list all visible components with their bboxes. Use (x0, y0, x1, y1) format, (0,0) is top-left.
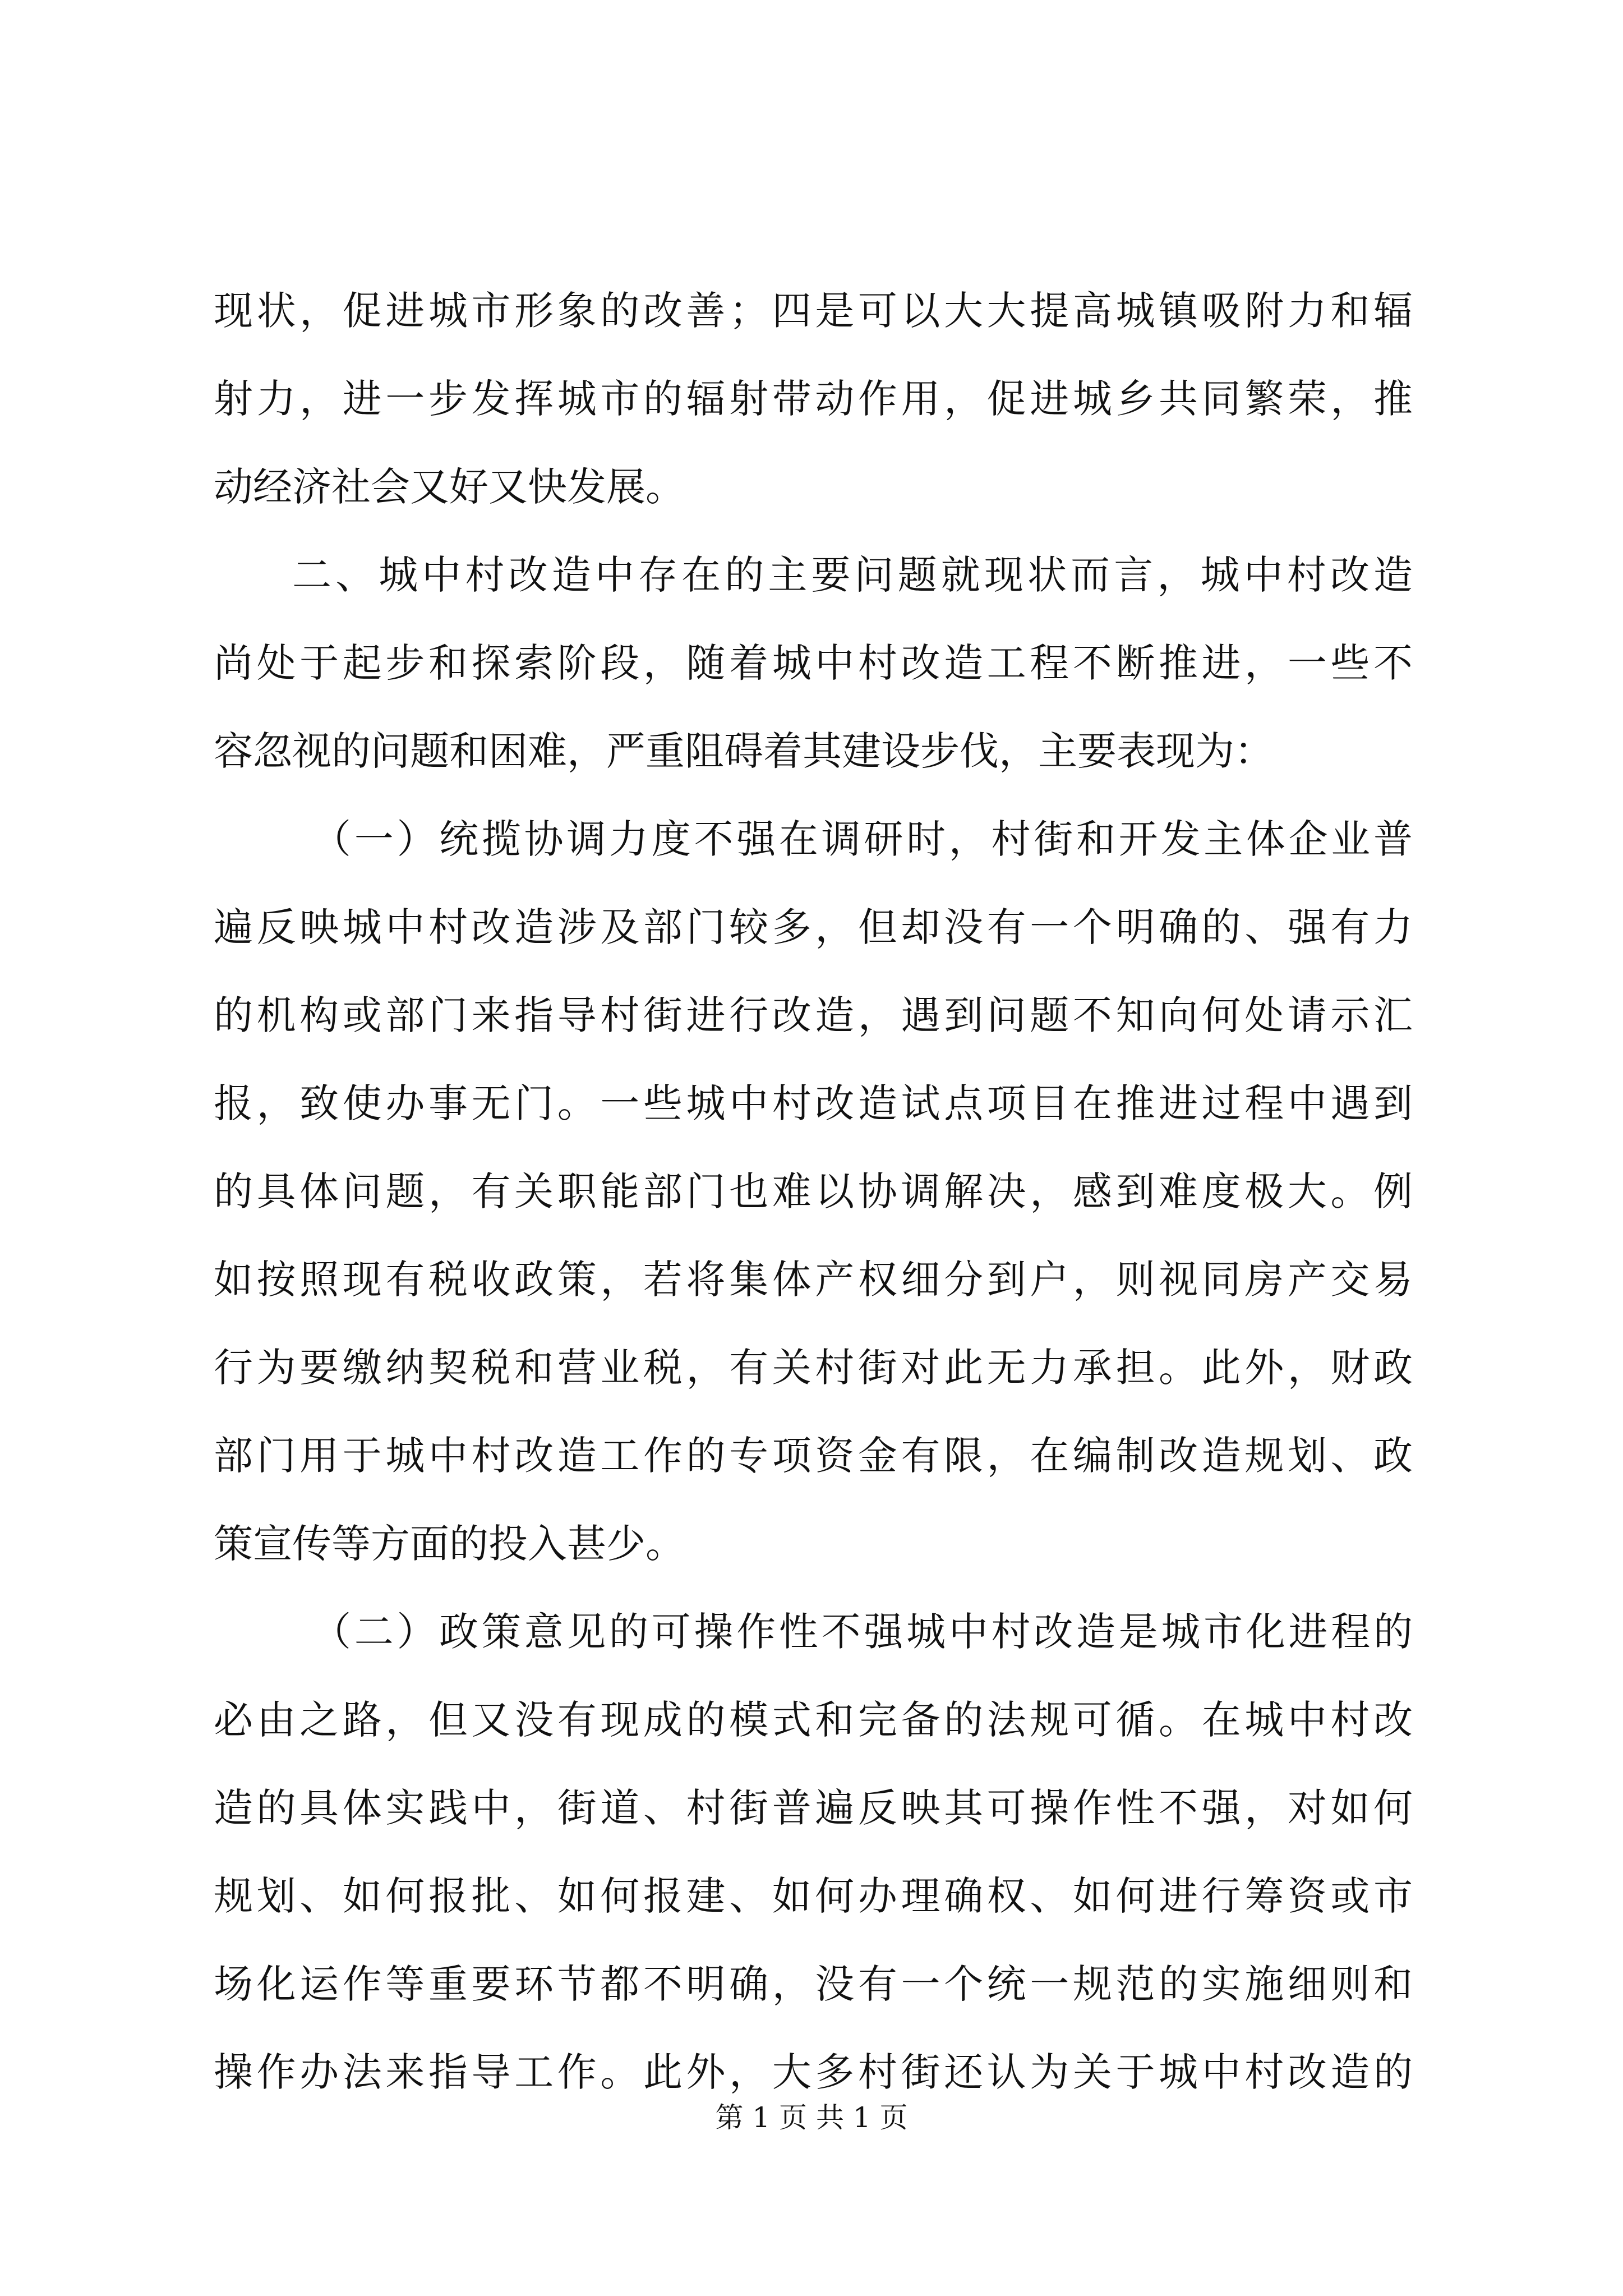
text-line: 场化运作等重要环节都不明确，没有一个统一规范的实施细则和 (214, 1961, 1413, 2007)
text-line: 规划、如何报批、如何报建、如何办理确权、如何进行筹资或市 (214, 1873, 1413, 1919)
text-line: 报，致使办事无门。一些城中村改造试点项目在推进过程中遇到 (214, 1080, 1413, 1126)
text-line: 造的具体实践中，街道、村街普遍反映其可操作性不强，对如何 (214, 1785, 1413, 1831)
paragraph (214, 531, 1413, 795)
text-line: 二、城中村改造中存在的主要问题就现状而言，城中村改造 (292, 552, 1413, 598)
text-line: 容忽视的问题和困难，严重阻碍着其建设步伐，主要表现为： (214, 728, 1274, 774)
page-number-label: 第 1 页 共 1 页 (715, 2101, 908, 2134)
text-line: 现状，促进城市形象的改善；四是可以大大提高城镇吸附力和辐 (214, 288, 1413, 334)
text-line: 必由之路，但又没有现成的模式和完备的法规可循。在城中村改 (214, 1697, 1413, 1743)
page-footer (0, 2101, 1623, 2134)
document-body (214, 267, 1413, 2116)
text-line: 动经济社会又好又快发展。 (214, 464, 685, 510)
text-line: 行为要缴纳契税和营业税，有关村街对此无力承担。此外，财政 (214, 1345, 1413, 1391)
text-line: 策宣传等方面的投入甚少。 (214, 1521, 685, 1567)
text-line: （二）政策意见的可操作性不强城中村改造是城市化进程的 (312, 1609, 1413, 1655)
text-line: 的具体问题，有关职能部门也难以协调解决，感到难度极大。例 (214, 1168, 1413, 1214)
text-line: （一）统揽协调力度不强在调研时，村街和开发主体企业普 (312, 816, 1413, 862)
paragraph (214, 795, 1413, 1588)
paragraph (214, 267, 1413, 531)
text-line: 部门用于城中村改造工作的专项资金有限，在编制改造规划、政 (214, 1433, 1413, 1479)
text-line: 的机构或部门来指导村街进行改造，遇到问题不知向何处请示汇 (214, 992, 1413, 1038)
text-line: 遍反映城中村改造涉及部门较多，但却没有一个明确的、强有力 (214, 904, 1413, 950)
paragraph (214, 1588, 1413, 2116)
text-line: 尚处于起步和探索阶段，随着城中村改造工程不断推进，一些不 (214, 640, 1413, 686)
text-line: 操作办法来指导工作。此外，大多村街还认为关于城中村改造的 (214, 2049, 1413, 2095)
text-line: 射力，进一步发挥城市的辐射带动作用，促进城乡共同繁荣，推 (214, 376, 1413, 422)
text-line: 如按照现有税收政策，若将集体产权细分到户，则视同房产交易 (214, 1257, 1413, 1303)
